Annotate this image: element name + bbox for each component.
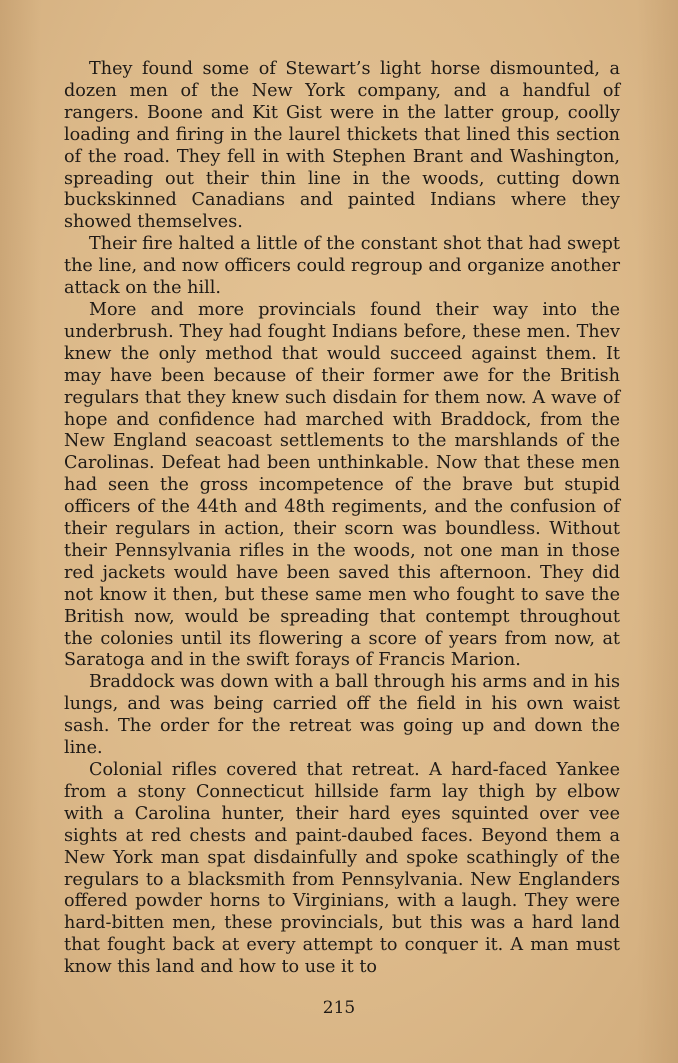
page-number: 215 xyxy=(322,998,356,1018)
paragraph: They found some of Stewart’s light horse dismounted, a dozen men of the New York company, and a handful of rangers. Boone and Kit Gist were in the latter group, coolly loading and firing in the laurel thickets that lined this section of the road. They fell in with Stephen Brant and Washington, spreading out their thin line in the woods, cutting down buckskinned Canadians and painted Indians where they showed themselves. xyxy=(64,59,620,233)
paragraph: More and more provincials found their way into the underbrush. They had fought Indians before, these men. Thev knew the only method that would succeed against them. It may have been because of their former awe for the British regulars that they knew such disdain for them now. A wave of hope and confidence had marched with Braddock, from the New England seacoast settlements to the marshlands of the Carolinas. Defeat had been unthinkable. Now that these men had seen the gross incompetence of the brave but stupid officers of the 44th and 48th regiments, and the confusion of their regulars in action, their scorn was boundless. Without their Pennsylvania rifles in the woods, not one man in those red jackets would have been saved this afternoon. They did not know it then, but these same men who fought to save the British now, would be spreading that contempt throughout the colonies until its flowering a score of years from now, at Saratoga and in the swift forays of Francis Marion. xyxy=(64,299,620,671)
paragraph: Braddock was down with a ball through his arms and in his lungs, and was being carried off the field in his own waist sash. The order for the retreat was going up and down the line. xyxy=(64,672,620,759)
paragraph: Their fire halted a little of the constant shot that had swept the line, and now officers could regroup and organize another attack on the hill. xyxy=(64,234,620,299)
body-text xyxy=(64,59,620,979)
paragraph: Colonial rifles covered that retreat. A hard-faced Yankee from a stony Connecticut hillside farm lay thigh by elbow with a Carolina hunter, their hard eyes squinted over vee sights at red chests and paint-daubed faces. Beyond them a New York man spat disdainfully and spoke scathingly of the regulars to a blacksmith from Pennsylvania. New Englanders offered powder horns to Virginians, with a laugh. They were hard-bitten men, these provincials, but this was a hard land that fought back at every attempt to conquer it. A man must know this land and how to use it to xyxy=(64,760,620,978)
